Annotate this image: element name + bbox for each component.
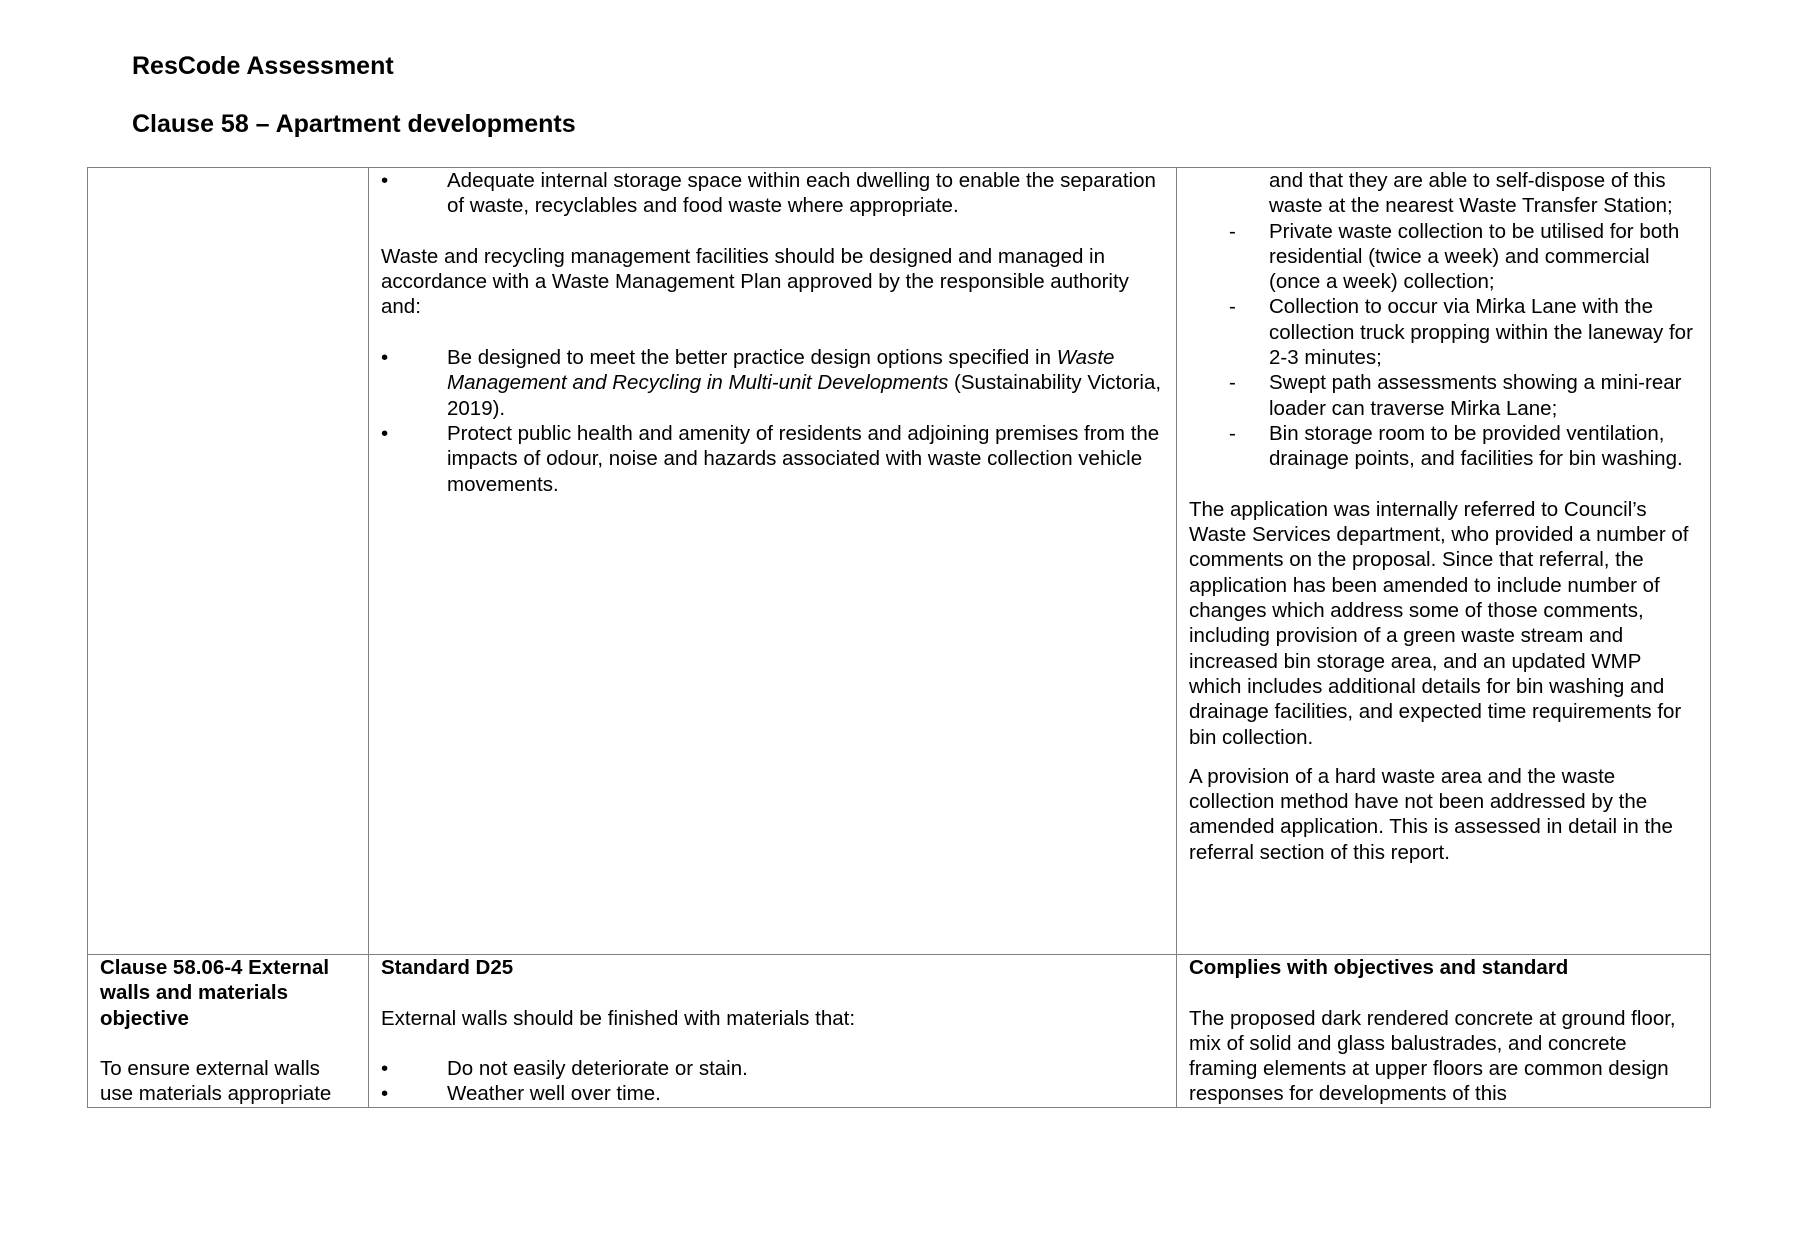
list-item bbox=[1189, 370, 1698, 421]
table-row bbox=[88, 955, 1711, 1108]
dash-marker: - bbox=[1229, 295, 1236, 319]
list-item bbox=[381, 168, 1164, 219]
bullet-marker: • bbox=[381, 1057, 389, 1081]
objective-text: To ensure external walls use materials appropriate bbox=[100, 1057, 332, 1106]
publication-title: Waste Management and Recycling in Multi-unit Developments bbox=[447, 346, 1115, 395]
list-item bbox=[1189, 421, 1698, 472]
continued-text: and that they are able to self-dispose of this waste at the nearest Waste Transfer Station; bbox=[1269, 169, 1673, 218]
list-item bbox=[1189, 294, 1698, 370]
assessment-cell bbox=[1177, 955, 1711, 1108]
assessment-cell bbox=[1177, 168, 1711, 955]
list-item bbox=[381, 1056, 1164, 1081]
referral-paragraph: The application was internally referred to Council’s Waste Services department, who provided a number of comments on the proposal. Since that referral, the application has been amended to include number of changes which address some of those comments, including provision of a green waste stream and increased bin storage area, and an updated WMP which includes additional details for bin washing and drainage facilities, and expected time requirements for bin collection. bbox=[1189, 497, 1689, 749]
dash-text: Bin storage room to be provided ventilation, drainage points, and facilities for bin washing. bbox=[1269, 421, 1683, 471]
bullet-text-suffix: (Sustainability Victoria, 2019). bbox=[447, 371, 1162, 420]
dash-marker: - bbox=[1229, 371, 1236, 395]
standard-cell bbox=[369, 168, 1177, 955]
list-item bbox=[381, 421, 1164, 497]
waste-plan-paragraph: Waste and recycling management facilities should be designed and managed in accordance with a Waste Management Plan approved by the responsible authority and: bbox=[381, 244, 1129, 319]
compliance-heading: Complies with objectives and standard bbox=[1189, 956, 1569, 979]
clause-cell bbox=[88, 168, 369, 955]
bullet-text: Adequate internal storage space within each dwelling to enable the separation of waste, recyclables and food waste where appropriate. bbox=[447, 169, 1156, 218]
list-item bbox=[1189, 219, 1698, 295]
document-subtitle: Clause 58 – Apartment developments bbox=[132, 110, 576, 138]
dash-text: Collection to occur via Mirka Lane with the collection truck propping within the laneway for 2-3 minutes; bbox=[1269, 295, 1693, 370]
bullet-text: Protect public health and amenity of residents and adjoining premises from the impacts of odour, noise and hazards associated with waste collection vehicle movements. bbox=[447, 421, 1160, 496]
table-row bbox=[88, 168, 1711, 955]
bullet-marker: • bbox=[381, 1082, 389, 1106]
bullet-marker: • bbox=[381, 421, 389, 445]
list-item bbox=[381, 345, 1164, 421]
bullet-text-prefix: Be designed to meet the better practice design options specified in bbox=[447, 346, 1057, 370]
bullet-marker: • bbox=[381, 169, 389, 192]
bullet-text: Do not easily deteriorate or stain. bbox=[447, 1057, 748, 1081]
bullet-marker: • bbox=[381, 346, 389, 370]
materials-paragraph: The proposed dark rendered concrete at ground floor, mix of solid and glass balustrades, and concrete framing elements at upper floors are common design responses for developments of this bbox=[1189, 1006, 1676, 1106]
hard-waste-paragraph: A provision of a hard waste area and the waste collection method have not been addressed by the amended application. This is assessed in detail in the referral section of this report. bbox=[1189, 764, 1673, 864]
dash-text: Swept path assessments showing a mini-rear loader can traverse Mirka Lane; bbox=[1269, 371, 1682, 420]
assessment-table bbox=[87, 167, 1711, 1108]
standard-heading: Standard D25 bbox=[381, 956, 514, 979]
document-title: ResCode Assessment bbox=[132, 52, 394, 80]
dash-marker: - bbox=[1229, 219, 1236, 243]
clause-cell bbox=[88, 955, 369, 1108]
bullet-text: Weather well over time. bbox=[447, 1082, 661, 1106]
list-item bbox=[381, 1081, 1164, 1106]
clause-heading: Clause 58.06-4 External walls and materials objective bbox=[100, 956, 330, 1030]
dash-text: Private waste collection to be utilised for both residential (twice a week) and commercial (once a week) collection; bbox=[1269, 219, 1680, 294]
standard-cell bbox=[369, 955, 1177, 1108]
dash-marker: - bbox=[1229, 421, 1236, 445]
standard-intro: External walls should be finished with materials that: bbox=[381, 1006, 856, 1030]
